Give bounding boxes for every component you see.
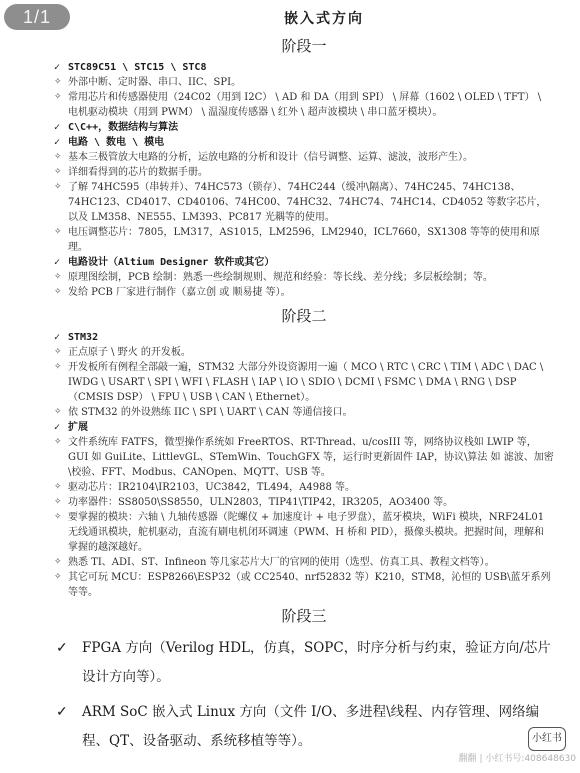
list-item: ✓ STM32 — [54, 332, 99, 343]
check-icon: ✓ — [54, 257, 61, 268]
list-item: ✓ 电路设计（Altium Designer 软件或其它） — [54, 257, 275, 268]
list-item: ✧ 开发板所有例程全部敲一遍，STM32 大部分外设资源用一遍（ MCO \ RTC \ CRC \ TIM \ ADC \ DAC \ IWDG \ USART \ SPI \ WFI \ FLASH \ IAP \ IO \ SDIO \ DCMI \ FSMC \ DMA \ RNG \ DSP（CMSIS DSP） \ FPU \ USB \ CAN \ Ethernet）。 — [54, 362, 544, 403]
watermark-logo: 小红书 — [528, 727, 566, 751]
check-icon: ✓ — [56, 640, 68, 656]
watermark-id: 翻翻 | 小红书号:408648630 — [458, 754, 576, 764]
diamond-bullet-icon: ✧ — [54, 272, 62, 282]
list-item: ✓ STC89C51 \ STC15 \ STC8 — [54, 62, 207, 73]
list-item: ✧ 驱动芯片：IR2104\IR2103，UC3842，TL494，A4988 等。 — [54, 482, 356, 493]
diamond-bullet-icon: ✧ — [54, 557, 62, 567]
page-indicator: 1/1 — [4, 4, 70, 30]
stage-title: 阶段二 — [281, 307, 327, 325]
check-icon: ✓ — [54, 137, 61, 148]
diamond-bullet-icon: ✧ — [54, 182, 62, 192]
diamond-bullet-icon: ✧ — [54, 152, 62, 162]
list-item: ✧ 基本三极管放大电路的分析，运放电路的分析和设计（信号调整、运算、滤波，波形产生）。 — [54, 152, 473, 163]
list-item: ✧ 其它可玩 MCU：ESP8266\ESP32（或 CC2540、nrf52832 等）K210，STM8，沁恒的 USB\蓝牙系列等等。 — [54, 572, 551, 598]
diamond-bullet-icon: ✧ — [54, 287, 62, 297]
list-item: ✧ 常用芯片和传感器使用（24C02（用到 I2C） \ AD 和 DA（用到 SPI） \ 屏幕（1602 \ OLED \ TFT） \ 电机驱动模块（用到 PWM） \ 温湿度传感器 \ 红外 \ 超声波模块 \ 串口蓝牙模块）。 — [54, 92, 542, 118]
list-item: ✓ ARM SoC 嵌入式 Linux 方向（文件 I/O、多进程\线程、内存管理、网络编程、QT、设备驱动、系统移植等等）。 — [54, 698, 554, 756]
diamond-bullet-icon: ✧ — [54, 362, 62, 372]
check-icon: ✓ — [54, 332, 61, 343]
diamond-bullet-icon: ✧ — [54, 167, 62, 177]
list-item: ✓ FPGA 方向（Verilog HDL，仿真，SOPC，时序分析与约束，验证方向/芯片设计方向等）。 — [54, 634, 554, 692]
diamond-bullet-icon: ✧ — [54, 482, 62, 492]
diamond-bullet-icon: ✧ — [54, 347, 62, 357]
list-item: ✧ 了解 74HC595（串转并）、74HC573（锁存）、74HC244（缓冲\隔离）、74HC245、74HC138、74HC123、CD4017、CD40106、74HC00、74HC32、74HC74、74HC14、CD4052 等数字芯片，以及 LM358、NE555、LM393、PC817 光耦等的使用。 — [54, 182, 547, 223]
stage-3 — [54, 604, 554, 756]
diamond-bullet-icon: ✧ — [54, 227, 62, 237]
stage-title: 阶段一 — [281, 37, 327, 55]
list-item: ✧ 功率器件：SS8050\SS8550，ULN2803，TIP41\TIP42，IR3205，AO3400 等。 — [54, 497, 454, 508]
diamond-bullet-icon: ✧ — [54, 497, 62, 507]
list-item: ✓ 扩展 — [54, 422, 88, 433]
list-item: ✧ 依 STM32 的外设熟练 IIC \ SPI \ UART \ CAN 等通信接口。 — [54, 407, 353, 418]
stage-title: 阶段三 — [281, 607, 327, 625]
list-item: ✧ 外部中断、定时器、串口、IIC、SPI。 — [54, 77, 242, 88]
diamond-bullet-icon: ✧ — [54, 437, 62, 447]
document — [54, 8, 554, 756]
check-icon: ✓ — [54, 122, 61, 133]
stage-2 — [54, 304, 554, 600]
diamond-bullet-icon: ✧ — [54, 92, 62, 102]
diamond-bullet-icon: ✧ — [54, 572, 62, 582]
list-item: ✧ 详细看得到的芯片的数据手册。 — [54, 167, 208, 178]
list-item: ✧ 要掌握的模块：六轴 \ 九轴传感器（陀螺仪 + 加速度计 + 电子罗盘），蓝牙模块，WiFi 模块，NRF24L01 无线通讯模块，舵机驱动，直流有刷电机闭环调速（PWM、H 桥和 PID），摄像头模块。把握时间，理解和掌握的越深越好。 — [54, 512, 545, 553]
diamond-bullet-icon: ✧ — [54, 512, 62, 522]
list-item: ✓ 电路 \ 数电 \ 模电 — [54, 137, 165, 148]
diamond-bullet-icon: ✧ — [54, 407, 62, 417]
list-item: ✧ 原理图绘制，PCB 绘制：熟悉一些绘制规则、规范和经验：等长线、差分线；多层板绘制；等。 — [54, 272, 493, 283]
list-item: ✧ 正点原子 \ 野火 的开发板。 — [54, 347, 191, 358]
list-item: ✧ 熟悉 TI、ADI、ST、Infineon 等几家芯片大厂的官网的使用（选型、仿真工具、教程文档等）。 — [54, 557, 495, 568]
check-icon: ✓ — [54, 62, 61, 73]
diamond-bullet-icon: ✧ — [54, 77, 62, 87]
check-icon: ✓ — [56, 704, 68, 720]
list-item: ✧ 电压调整芯片：7805，LM317，AS1015，LM2596，LM2940，ICL7660，SX1308 等等的使用和原理。 — [54, 227, 540, 253]
stage-1 — [54, 34, 554, 300]
list-item: ✓ C\C++，数据结构与算法 — [54, 122, 179, 133]
document-title: 嵌入式方向 — [284, 11, 364, 27]
list-item: ✧ 发给 PCB 厂家进行制作（嘉立创 或 顺易捷 等）。 — [54, 287, 291, 298]
check-icon: ✓ — [54, 422, 61, 433]
list-item: ✧ 文件系统库 FATFS，微型操作系统如 FreeRTOS、RT-Thread、u/cosIII 等，网络协议栈如 LWIP 等，GUI 如 GuiLite、LittlevGL、STemWin、TouchGFX 等，运行时更新固件 IAP，协议\算法 如 滤波、加密\校验、FFT、Modbus、CANOpen、MQTT、USB 等。 — [54, 437, 554, 478]
